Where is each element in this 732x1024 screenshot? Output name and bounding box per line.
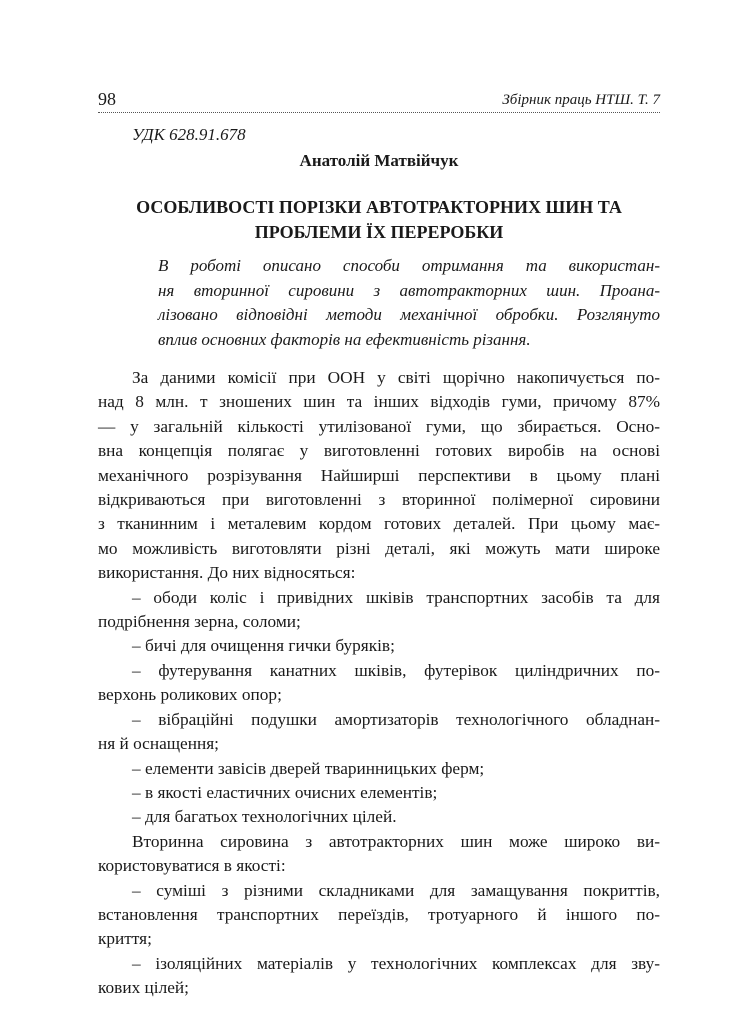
body-line: – вібраційні подушки амортизаторів технологічного обладнан- <box>132 709 660 729</box>
body-line: використання. До них відносяться: <box>98 563 356 583</box>
abstract <box>158 254 660 352</box>
body-line: – бичі для очищення гички буряків; <box>132 636 395 656</box>
title-line: ОСОБЛИВОСТІ ПОРІЗКИ АВТОТРАКТОРНИХ ШИН ТА <box>136 197 622 217</box>
body-line: мо можливість виготовляти різні деталі, які можуть мати широке <box>98 538 660 558</box>
body-line: ня й оснащення; <box>98 734 219 754</box>
journal-title: Збірник праць НТШ. Т. 7 <box>502 92 660 108</box>
body-line: вна концепція полягає у виготовленні готових виробів на основі <box>98 441 660 461</box>
body-line: – для багатьох технологічних цілей. <box>132 807 397 827</box>
body-line: – футерування канатних шківів, футерівок циліндричних по- <box>132 660 660 680</box>
body-line: Вторинна сировина з автотракторних шин може широко ви- <box>132 831 660 851</box>
abstract-line: В роботі описано способи отримання та використан- <box>158 256 660 275</box>
body-line: верхонь роликових опор; <box>98 685 282 705</box>
body-line: встановлення транспортних переїздів, тротуарного й іншого по- <box>98 904 660 924</box>
page-number: 98 <box>98 89 116 109</box>
body-line: – в якості еластичних очисних елементів; <box>132 782 438 802</box>
document-page <box>98 88 660 1001</box>
body-line: – суміші з різними складниками для замащування покриттів, <box>132 880 660 900</box>
body-line: – ізоляційних матеріалів у технологічних комплексах для зву- <box>132 953 660 973</box>
body-line: кових цілей; <box>98 978 189 998</box>
body-line: — у загальній кількості утилізованої гуми, що збирається. Осно- <box>98 416 660 436</box>
running-header <box>98 88 660 113</box>
abstract-line: ня вторинної сировини з автотракторних шин. Проана- <box>158 280 660 300</box>
article-body <box>98 366 660 1001</box>
author-name: Анатолій Матвійчук <box>299 151 459 170</box>
body-line: – ободи коліс і привідних шківів транспортних засобів та для <box>132 587 660 607</box>
body-line: користовуватися в якості: <box>98 856 286 876</box>
body-line: відкриваються при виготовленні з вторинної полімерної сировини <box>98 490 660 510</box>
udk-code: УДК 628.91.678 <box>132 125 246 144</box>
body-line: з тканинним і металевим кордом готових деталей. При цьому має- <box>98 514 660 534</box>
body-line: подрібнення зерна, соломи; <box>98 612 301 632</box>
body-line: над 8 млн. т зношених шин та інших відходів гуми, причому 87% <box>98 392 660 412</box>
abstract-line: вплив основних факторів на ефективність різання. <box>158 329 531 349</box>
title-line: ПРОБЛЕМИ ЇХ ПЕРЕРОБКИ <box>254 222 504 242</box>
body-line: механічного розрізування Найширші перспективи в цьому плані <box>98 465 660 485</box>
abstract-line: лізовано відповідні методи механічної обробки. Розглянуто <box>158 305 660 324</box>
body-line: За даними комісії при ООН у світі щорічно накопичується по- <box>132 368 660 387</box>
article-title <box>98 195 660 245</box>
body-line: – елементи завісів дверей тваринницьких ферм; <box>132 758 485 778</box>
body-line: криття; <box>98 929 152 949</box>
